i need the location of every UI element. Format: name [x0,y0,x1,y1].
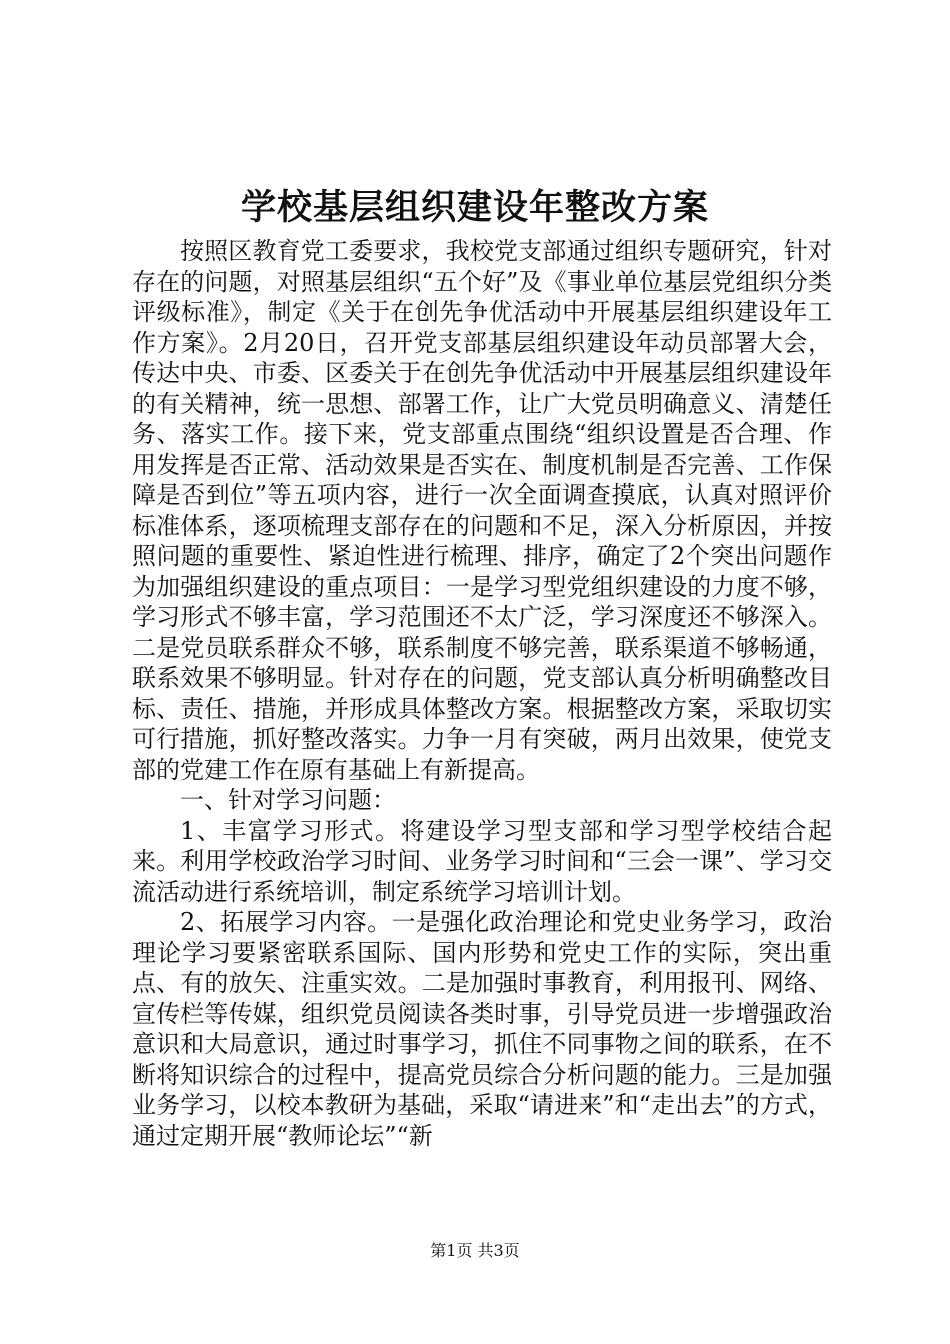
page-footer: 第1页 共3页 [430,1241,520,1260]
paragraph-item-1: 1、丰富学习形式。将建设学习型支部和学习型学校结合起来。利用学校政治学习时间、业务学习时间和“三会一课”、学习交流活动进行系统培训，制定系统学习培训计划。 [132,816,832,906]
document-title: 学校基层组织建设年整改方案 [240,187,709,228]
document-body [132,236,832,1151]
paragraph-item-2: 2、拓展学习内容。一是强化政治理论和党史业务学习，政治理论学习要紧密联系国际、国内形势和党史工作的实际，突出重点、有的放矢、注重实效。二是加强时事教育，利用报刊、网络、宣传栏等传媒，组织党员阅读各类时事，引导党员进一步增强政治意识和大局意识，通过时事学习，抓住不同事物之间的联系，在不断将知识综合的过程中，提高党员综合分析问题的能力。三是加强业务学习，以校本教研为基础，采取“请进来”和“走出去”的方式，通过定期开展“教师论坛”“新 [132,908,832,1150]
section-heading-learning: 一、针对学习问题： [180,786,396,814]
paragraph-intro: 按照区教育党工委要求，我校党支部通过组织专题研究，针对存在的问题，对照基层组织“五个好”及《事业单位基层党组织分类评级标准》，制定《关于在创先争优活动中开展基层组织建设年工作方案》。2月20日，召开党支部基层组织建设年动员部署大会，传达中央、市委、区委关于在创先争优活动中开展基层组织建设年的有关精神，统一思想、部署工作，让广大党员明确意义、清楚任务、落实工作。接下来，党支部重点围绕“组织设置是否合理、作用发挥是否正常、活动效果是否实在、制度机制是否完善、工作保障是否到位”等五项内容，进行一次全面调查摸底，认真对照评价标准体系，逐项梳理支部存在的问题和不足，深入分析原因，并按照问题的重要性、紧迫性进行梳理、排序，确定了2个突出问题作为加强组织建设的重点项目：一是学习型党组织建设的力度不够，学习形式不够丰富，学习范围还不太广泛，学习深度还不够深入。二是党员联系群众不够，联系制度不够完善，联系渠道不够畅通，联系效果不够明显。针对存在的问题，党支部认真分析明确整改目标、责任、措施，并形成具体整改方案。根据整改方案，采取切实可行措施，抓好整改落实。力争一月有突破，两月出效果，使党支部的党建工作在原有基础上有新提高。 [132,237,832,784]
